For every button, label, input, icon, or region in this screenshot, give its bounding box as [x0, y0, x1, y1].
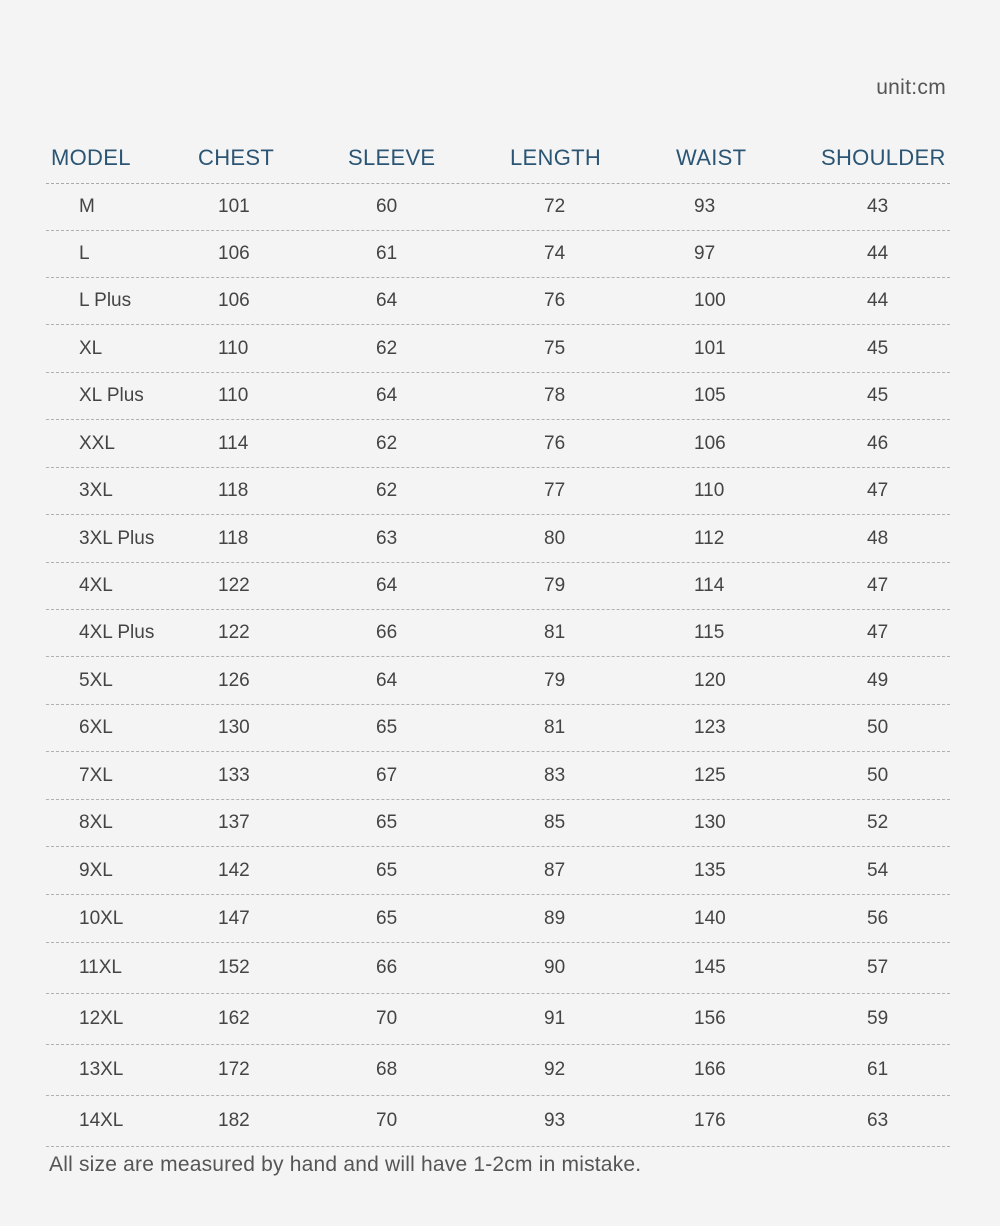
cell-sleeve: 65 — [376, 717, 398, 738]
cell-shoulder: 61 — [867, 1059, 889, 1080]
cell-length: 79 — [544, 669, 566, 691]
cell-waist: 101 — [694, 337, 726, 359]
table-row — [46, 515, 950, 563]
column-header-chest: CHEST — [198, 145, 275, 170]
cell-length: 72 — [544, 196, 566, 217]
table-header — [46, 140, 950, 184]
table-row — [46, 184, 950, 231]
cell-shoulder: 59 — [867, 1008, 889, 1029]
cell-model: XXL — [79, 432, 115, 454]
cell-shoulder: 57 — [867, 957, 889, 978]
cell-waist: 110 — [694, 480, 725, 501]
table-row — [46, 895, 950, 943]
cell-chest: 142 — [218, 859, 250, 881]
cell-model: L Plus — [79, 290, 132, 311]
cell-sleeve: 64 — [376, 385, 398, 406]
cell-waist: 120 — [694, 669, 726, 691]
cell-shoulder: 56 — [867, 907, 889, 929]
cell-shoulder: 44 — [867, 290, 889, 311]
table-row — [46, 325, 950, 373]
cell-length: 74 — [544, 243, 566, 264]
cell-length: 75 — [544, 337, 566, 359]
cell-length: 79 — [544, 575, 566, 596]
cell-shoulder: 52 — [867, 812, 889, 833]
cell-length: 85 — [544, 812, 566, 833]
cell-chest: 114 — [218, 432, 249, 454]
cell-model: 13XL — [79, 1059, 124, 1080]
table-row — [46, 1045, 950, 1096]
cell-length: 81 — [544, 622, 566, 643]
cell-model: 12XL — [79, 1008, 124, 1029]
cell-chest: 152 — [218, 957, 250, 978]
cell-waist: 105 — [694, 385, 726, 406]
cell-shoulder: 47 — [867, 622, 889, 643]
cell-chest: 133 — [218, 764, 250, 786]
cell-chest: 110 — [218, 385, 249, 406]
size-table — [46, 140, 950, 1147]
cell-model: 8XL — [79, 812, 113, 833]
cell-length: 81 — [544, 717, 566, 738]
table-row — [46, 373, 950, 420]
cell-waist: 123 — [694, 717, 726, 738]
cell-shoulder: 63 — [867, 1110, 889, 1131]
cell-waist: 114 — [694, 575, 725, 596]
cell-sleeve: 60 — [376, 196, 398, 217]
cell-model: 6XL — [79, 717, 113, 738]
cell-waist: 100 — [694, 290, 726, 311]
cell-length: 87 — [544, 859, 566, 881]
cell-shoulder: 44 — [867, 243, 889, 264]
cell-chest: 101 — [218, 196, 250, 217]
cell-shoulder: 45 — [867, 337, 889, 359]
cell-sleeve: 67 — [376, 764, 398, 786]
cell-chest: 106 — [218, 290, 250, 311]
cell-length: 77 — [544, 480, 566, 501]
cell-sleeve: 66 — [376, 622, 398, 643]
cell-waist: 135 — [694, 859, 726, 881]
table-row — [46, 657, 950, 705]
table-row — [46, 420, 950, 468]
cell-shoulder: 46 — [867, 432, 889, 454]
cell-shoulder: 49 — [867, 669, 889, 691]
cell-model: 9XL — [79, 859, 113, 881]
cell-waist: 140 — [694, 907, 726, 929]
cell-sleeve: 70 — [376, 1008, 398, 1029]
cell-model: 3XL Plus — [79, 527, 155, 549]
table-row — [46, 610, 950, 657]
cell-chest: 118 — [218, 527, 249, 549]
cell-model: 5XL — [79, 669, 113, 691]
cell-chest: 182 — [218, 1110, 250, 1131]
cell-waist: 115 — [694, 622, 725, 643]
cell-sleeve: 65 — [376, 907, 398, 929]
cell-length: 91 — [544, 1008, 566, 1029]
cell-sleeve: 65 — [376, 859, 398, 881]
cell-model: XL Plus — [79, 385, 144, 406]
cell-shoulder: 45 — [867, 385, 889, 406]
cell-shoulder: 50 — [867, 764, 889, 786]
cell-chest: 118 — [218, 480, 249, 501]
cell-length: 76 — [544, 432, 566, 454]
table-row — [46, 847, 950, 895]
cell-sleeve: 66 — [376, 957, 398, 978]
cell-length: 90 — [544, 957, 566, 978]
column-header-length: LENGTH — [510, 145, 602, 170]
table-row — [46, 752, 950, 800]
cell-chest: 122 — [218, 575, 250, 596]
cell-model: 14XL — [79, 1110, 124, 1131]
cell-model: 10XL — [79, 907, 124, 929]
cell-model: 7XL — [79, 764, 113, 786]
cell-waist: 176 — [694, 1110, 726, 1131]
cell-model: L — [79, 243, 90, 264]
cell-waist: 125 — [694, 764, 726, 786]
cell-chest: 162 — [218, 1008, 250, 1029]
cell-model: 11XL — [79, 957, 122, 978]
column-header-model: MODEL — [51, 145, 131, 170]
cell-chest: 110 — [218, 337, 249, 359]
cell-sleeve: 68 — [376, 1059, 398, 1080]
cell-sleeve: 64 — [376, 290, 398, 311]
table-row — [46, 1096, 950, 1147]
cell-chest: 126 — [218, 669, 250, 691]
cell-sleeve: 63 — [376, 527, 398, 549]
column-header-sleeve: SLEEVE — [348, 145, 436, 170]
cell-waist: 112 — [694, 527, 725, 549]
cell-chest: 172 — [218, 1059, 250, 1080]
cell-waist: 156 — [694, 1008, 726, 1029]
table-row — [46, 994, 950, 1045]
cell-shoulder: 50 — [867, 717, 889, 738]
table-row — [46, 800, 950, 847]
cell-length: 76 — [544, 290, 566, 311]
cell-model: 4XL — [79, 575, 113, 596]
cell-length: 83 — [544, 764, 566, 786]
cell-waist: 130 — [694, 812, 726, 833]
cell-shoulder: 47 — [867, 575, 889, 596]
cell-sleeve: 64 — [376, 669, 398, 691]
table-row — [46, 563, 950, 610]
cell-waist: 93 — [694, 196, 716, 217]
table-row — [46, 278, 950, 325]
cell-waist: 145 — [694, 957, 726, 978]
cell-chest: 147 — [218, 907, 250, 929]
cell-shoulder: 48 — [867, 527, 889, 549]
cell-sleeve: 62 — [376, 432, 398, 454]
cell-waist: 106 — [694, 432, 726, 454]
cell-shoulder: 54 — [867, 859, 889, 881]
table-row — [46, 943, 950, 994]
measurement-footnote: All size are measured by hand and will have 1-2cm in mistake. — [49, 1153, 642, 1176]
unit-label: unit:cm — [876, 76, 946, 99]
cell-model: M — [79, 196, 95, 217]
cell-chest: 106 — [218, 243, 250, 264]
cell-sleeve: 70 — [376, 1110, 398, 1131]
cell-sleeve: 62 — [376, 337, 398, 359]
cell-sleeve: 65 — [376, 812, 398, 833]
cell-length: 92 — [544, 1059, 566, 1080]
cell-chest: 137 — [218, 812, 250, 833]
cell-waist: 166 — [694, 1059, 726, 1080]
cell-shoulder: 43 — [867, 196, 889, 217]
cell-model: 4XL Plus — [79, 622, 155, 643]
table-row — [46, 231, 950, 278]
cell-chest: 130 — [218, 717, 250, 738]
table-row — [46, 705, 950, 752]
cell-shoulder: 47 — [867, 480, 889, 501]
table-row — [46, 468, 950, 515]
cell-model: 3XL — [79, 480, 113, 501]
cell-waist: 97 — [694, 243, 716, 264]
table-body — [46, 184, 950, 1147]
cell-sleeve: 62 — [376, 480, 398, 501]
cell-chest: 122 — [218, 622, 250, 643]
cell-model: XL — [79, 337, 103, 359]
column-header-waist: WAIST — [676, 145, 747, 170]
cell-length: 93 — [544, 1110, 566, 1131]
cell-sleeve: 64 — [376, 575, 398, 596]
cell-length: 80 — [544, 527, 566, 549]
column-header-shoulder: SHOULDER — [821, 145, 946, 170]
cell-length: 89 — [544, 907, 566, 929]
cell-sleeve: 61 — [376, 243, 398, 264]
cell-length: 78 — [544, 385, 566, 406]
